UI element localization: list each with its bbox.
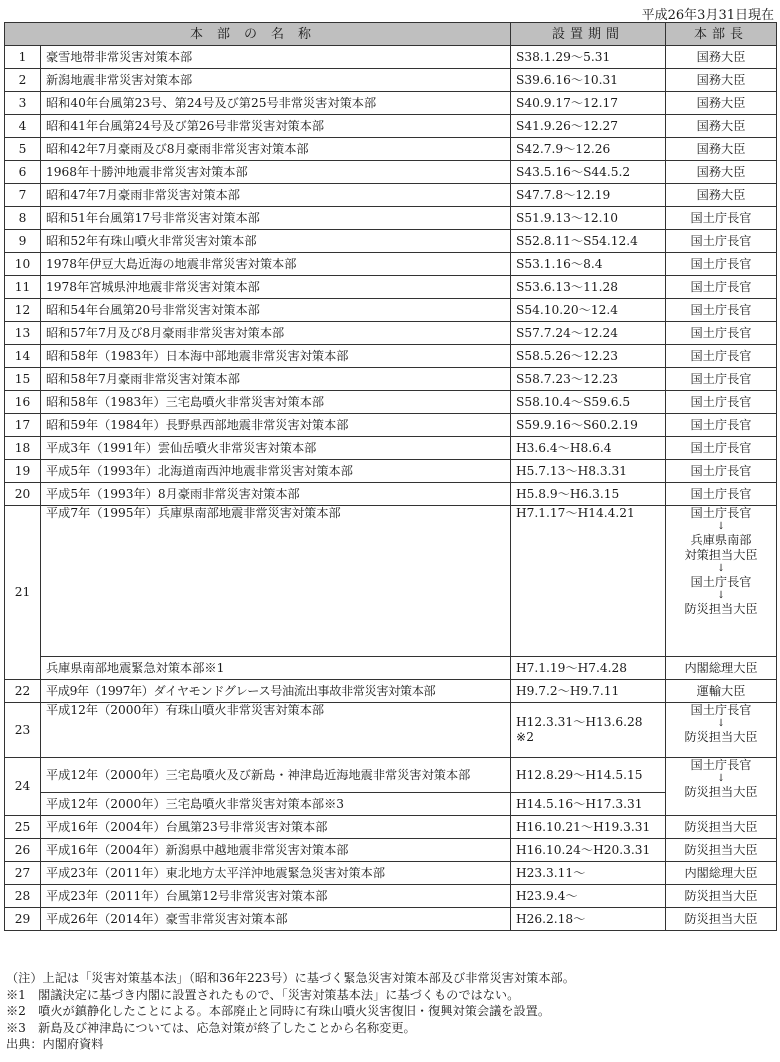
row-name: 兵庫県南部地震緊急対策本部※1 — [41, 657, 511, 680]
row-number: 13 — [5, 322, 41, 345]
table-row — [5, 793, 777, 816]
row-chief-chain — [666, 703, 777, 758]
table-row — [5, 230, 777, 253]
row-number: 26 — [5, 839, 41, 862]
row-chief: 国土庁長官 — [666, 483, 777, 506]
row-name: 昭和58年（1983年）日本海中部地震非常災害対策本部 — [41, 345, 511, 368]
row-period: S58.5.26～12.23 — [511, 345, 666, 368]
row-number: 24 — [5, 758, 41, 816]
table-row — [5, 839, 777, 862]
row-name: 昭和41年台風第24号及び第26号非常災害対策本部 — [41, 115, 511, 138]
row-period: S52.8.11～S54.12.4 — [511, 230, 666, 253]
row-chief: 国土庁長官 — [666, 253, 777, 276]
row-name: 1968年十勝沖地震非常災害対策本部 — [41, 161, 511, 184]
row-period: S58.10.4～S59.6.5 — [511, 391, 666, 414]
row-number: 3 — [5, 92, 41, 115]
row-chief: 国土庁長官 — [666, 299, 777, 322]
table-body-special — [5, 506, 777, 816]
as-of-date: 平成26年3月31日現在 — [641, 8, 774, 23]
table-header — [5, 23, 777, 46]
row-chief: 国務大臣 — [666, 161, 777, 184]
row-number: 25 — [5, 816, 41, 839]
row-name: 平成7年（1995年）兵庫県南部地震非常災害対策本部 — [41, 506, 511, 657]
table-row — [5, 184, 777, 207]
table-row — [5, 299, 777, 322]
row-number: 27 — [5, 862, 41, 885]
row-name: 昭和52年有珠山噴火非常災害対策本部 — [41, 230, 511, 253]
row-period: S38.1.29～5.31 — [511, 46, 666, 69]
row-number: 8 — [5, 207, 41, 230]
row-period: S41.9.26～12.27 — [511, 115, 666, 138]
row-chief: 国土庁長官 — [666, 345, 777, 368]
row-chief-chain — [666, 506, 777, 657]
row-name: 昭和58年（1983年）三宅島噴火非常災害対策本部 — [41, 391, 511, 414]
row-number: 16 — [5, 391, 41, 414]
table-row — [5, 92, 777, 115]
row-chief: 国土庁長官 — [666, 276, 777, 299]
header-period: 設置期間 — [511, 23, 666, 46]
row-number: 22 — [5, 680, 41, 703]
row-name: 昭和51年台風第17号非常災害対策本部 — [41, 207, 511, 230]
table-row — [5, 391, 777, 414]
row-name: 平成5年（1993年）北海道南西沖地震非常災害対策本部 — [41, 460, 511, 483]
row-period: H5.8.9～H6.3.15 — [511, 483, 666, 506]
row-name: 昭和59年（1984年）長野県西部地震非常災害対策本部 — [41, 414, 511, 437]
row-period: H12.8.29～H14.5.15 — [511, 758, 666, 793]
row-chief: 防災担当大臣 — [666, 908, 777, 931]
row-chief: 防災担当大臣 — [666, 816, 777, 839]
headquarters-table — [4, 22, 777, 931]
row-name: 平成23年（2011年）台風第12号非常災害対策本部 — [41, 885, 511, 908]
table-row — [5, 69, 777, 92]
row-chief-chain — [666, 758, 777, 816]
row-period: H16.10.24～H20.3.31 — [511, 839, 666, 862]
table-row — [5, 207, 777, 230]
row-chief: 国務大臣 — [666, 69, 777, 92]
arrow-down-icon: ↓ — [716, 521, 726, 532]
row-period: S39.6.16～10.31 — [511, 69, 666, 92]
table-row — [5, 908, 777, 931]
table-row — [5, 414, 777, 437]
chief-step: 国土庁長官 — [690, 758, 752, 772]
row-period: H3.6.4～H8.6.4 — [511, 437, 666, 460]
row-period: H7.1.17～H14.4.21 — [511, 506, 666, 657]
row-chief: 国務大臣 — [666, 46, 777, 69]
footnote-line: ※2 噴火が鎮静化したことによる。本部廃止と同時に有珠山噴火災害復旧・復興対策会議を設置。 — [6, 1004, 551, 1018]
table-row — [5, 368, 777, 391]
row-name: 昭和58年7月豪雨非常災害対策本部 — [41, 368, 511, 391]
row-name: 昭和54年台風第20号非常災害対策本部 — [41, 299, 511, 322]
row-name: 平成26年（2014年）豪雪非常災害対策本部 — [41, 908, 511, 931]
row-number: 7 — [5, 184, 41, 207]
row-name: 1978年宮城県沖地震非常災害対策本部 — [41, 276, 511, 299]
table-row — [5, 115, 777, 138]
row-period: S57.7.24～12.24 — [511, 322, 666, 345]
row-number: 18 — [5, 437, 41, 460]
row-period: S42.7.9～12.26 — [511, 138, 666, 161]
row-name: 平成23年（2011年）東北地方太平洋沖地震緊急災害対策本部 — [41, 862, 511, 885]
row-number: 17 — [5, 414, 41, 437]
row-period: H23.3.11～ — [511, 862, 666, 885]
chief-step: 防災担当大臣 — [684, 785, 758, 799]
table-row — [5, 483, 777, 506]
row-chief: 国土庁長官 — [666, 414, 777, 437]
row-chief: 国土庁長官 — [666, 391, 777, 414]
table-row — [5, 506, 777, 657]
table-body-upper — [5, 46, 777, 506]
table-row — [5, 138, 777, 161]
row-number: 9 — [5, 230, 41, 253]
row-number: 12 — [5, 299, 41, 322]
table-row — [5, 758, 777, 793]
row-period: H7.1.19～H7.4.28 — [511, 657, 666, 680]
header-name: 本部の名称 — [5, 23, 511, 46]
row-chief: 国土庁長官 — [666, 230, 777, 253]
row-name: 昭和40年台風第23号、第24号及び第25号非常災害対策本部 — [41, 92, 511, 115]
row-number: 1 — [5, 46, 41, 69]
table-row — [5, 885, 777, 908]
row-number: 14 — [5, 345, 41, 368]
row-name: 平成16年（2004年）新潟県中越地震非常災害対策本部 — [41, 839, 511, 862]
arrow-down-icon: ↓ — [716, 590, 726, 601]
period-note: ※2 — [516, 730, 534, 744]
table-row — [5, 460, 777, 483]
row-number: 21 — [5, 506, 41, 680]
row-number: 10 — [5, 253, 41, 276]
row-period: S54.10.20～12.4 — [511, 299, 666, 322]
row-chief: 防災担当大臣 — [666, 839, 777, 862]
row-number: 28 — [5, 885, 41, 908]
table-row — [5, 703, 777, 758]
row-period: H23.9.4～ — [511, 885, 666, 908]
row-chief: 防災担当大臣 — [666, 885, 777, 908]
period-value: H12.3.31～H13.6.28 — [516, 715, 643, 729]
row-chief: 内閣総理大臣 — [666, 862, 777, 885]
row-name: 平成5年（1993年）8月豪雨非常災害対策本部 — [41, 483, 511, 506]
chief-step: 対策担当大臣 — [684, 548, 758, 562]
table-row — [5, 345, 777, 368]
arrow-down-icon: ↓ — [716, 563, 726, 574]
table-row — [5, 862, 777, 885]
row-period: S43.5.16～S44.5.2 — [511, 161, 666, 184]
row-name: 平成3年（1991年）雲仙岳噴火非常災害対策本部 — [41, 437, 511, 460]
row-name: 1978年伊豆大島近海の地震非常災害対策本部 — [41, 253, 511, 276]
table-row — [5, 437, 777, 460]
row-chief: 国土庁長官 — [666, 460, 777, 483]
table-row — [5, 322, 777, 345]
row-number: 5 — [5, 138, 41, 161]
footnote-line: ※3 新島及び神津島については、応急対策が終了したことから名称変更。 — [6, 1020, 416, 1035]
row-period: H16.10.21～H19.3.31 — [511, 816, 666, 839]
row-name: 平成16年（2004年）台風第23号非常災害対策本部 — [41, 816, 511, 839]
footnote-line: （注）上記は「災害対策基本法」（昭和36年223号）に基づく緊急災害対策本部及び非常災害対策本部。 — [6, 971, 575, 985]
row-name: 昭和57年7月及び8月豪雨非常災害対策本部 — [41, 322, 511, 345]
row-period: S58.7.23～12.23 — [511, 368, 666, 391]
row-name: 平成9年（1997年）ダイヤモンドグレース号油流出事故非常災害対策本部 — [41, 680, 511, 703]
row-chief: 国土庁長官 — [666, 368, 777, 391]
row-number: 29 — [5, 908, 41, 931]
table-row — [5, 657, 777, 680]
row-period: H5.7.13～H8.3.31 — [511, 460, 666, 483]
row-name: 平成12年（2000年）三宅島噴火非常災害対策本部※3 — [41, 793, 511, 816]
row-name: 昭和42年7月豪雨及び8月豪雨非常災害対策本部 — [41, 138, 511, 161]
row-name: 豪雪地帯非常災害対策本部 — [41, 46, 511, 69]
row-name: 平成12年（2000年）有珠山噴火非常災害対策本部 — [41, 703, 511, 758]
chief-step: 防災担当大臣 — [684, 730, 758, 744]
row-number: 4 — [5, 115, 41, 138]
footnote-line: ※1 閣議決定に基づき内閣に設置されたもので、「災害対策基本法」に基づくものではない。 — [6, 987, 520, 1002]
row-chief: 国土庁長官 — [666, 322, 777, 345]
row-name: 平成12年（2000年）三宅島噴火及び新島・神津島近海地震非常災害対策本部 — [41, 758, 511, 793]
arrow-down-icon: ↓ — [716, 718, 726, 729]
row-chief: 国土庁長官 — [666, 207, 777, 230]
chief-step: 兵庫県南部 — [690, 533, 752, 547]
row-chief: 国土庁長官 — [666, 437, 777, 460]
row-name: 新潟地震非常災害対策本部 — [41, 69, 511, 92]
footnote-line: 出典：内閣府資料 — [6, 1037, 104, 1051]
table-row — [5, 680, 777, 703]
row-chief: 国務大臣 — [666, 184, 777, 207]
row-number: 19 — [5, 460, 41, 483]
footnotes — [6, 970, 776, 1053]
table-row — [5, 161, 777, 184]
row-period — [511, 703, 666, 758]
table-row — [5, 276, 777, 299]
row-chief: 国務大臣 — [666, 138, 777, 161]
row-number: 11 — [5, 276, 41, 299]
chief-step: 国土庁長官 — [690, 703, 752, 717]
chief-step: 国土庁長官 — [690, 506, 752, 520]
table-row — [5, 816, 777, 839]
row-number: 6 — [5, 161, 41, 184]
table-body-lower — [5, 816, 777, 931]
row-period: H9.7.2～H9.7.11 — [511, 680, 666, 703]
row-period: S59.9.16～S60.2.19 — [511, 414, 666, 437]
row-number: 2 — [5, 69, 41, 92]
row-period: S53.6.13～11.28 — [511, 276, 666, 299]
row-period: S47.7.8～12.19 — [511, 184, 666, 207]
chief-step: 防災担当大臣 — [684, 602, 758, 616]
row-period: H26.2.18～ — [511, 908, 666, 931]
row-number: 20 — [5, 483, 41, 506]
row-chief: 国務大臣 — [666, 115, 777, 138]
row-chief: 国務大臣 — [666, 92, 777, 115]
row-period: S53.1.16～8.4 — [511, 253, 666, 276]
row-chief: 運輸大臣 — [666, 680, 777, 703]
table-row — [5, 253, 777, 276]
row-chief: 内閣総理大臣 — [666, 657, 777, 680]
table-row — [5, 46, 777, 69]
chief-step: 国土庁長官 — [690, 575, 752, 589]
header-chief: 本部長 — [666, 23, 777, 46]
row-period: H14.5.16～H17.3.31 — [511, 793, 666, 816]
row-number: 23 — [5, 703, 41, 758]
row-number: 15 — [5, 368, 41, 391]
row-period: S51.9.13～12.10 — [511, 207, 666, 230]
row-period: S40.9.17～12.17 — [511, 92, 666, 115]
arrow-down-icon: ↓ — [716, 773, 726, 784]
row-name: 昭和47年7月豪雨非常災害対策本部 — [41, 184, 511, 207]
